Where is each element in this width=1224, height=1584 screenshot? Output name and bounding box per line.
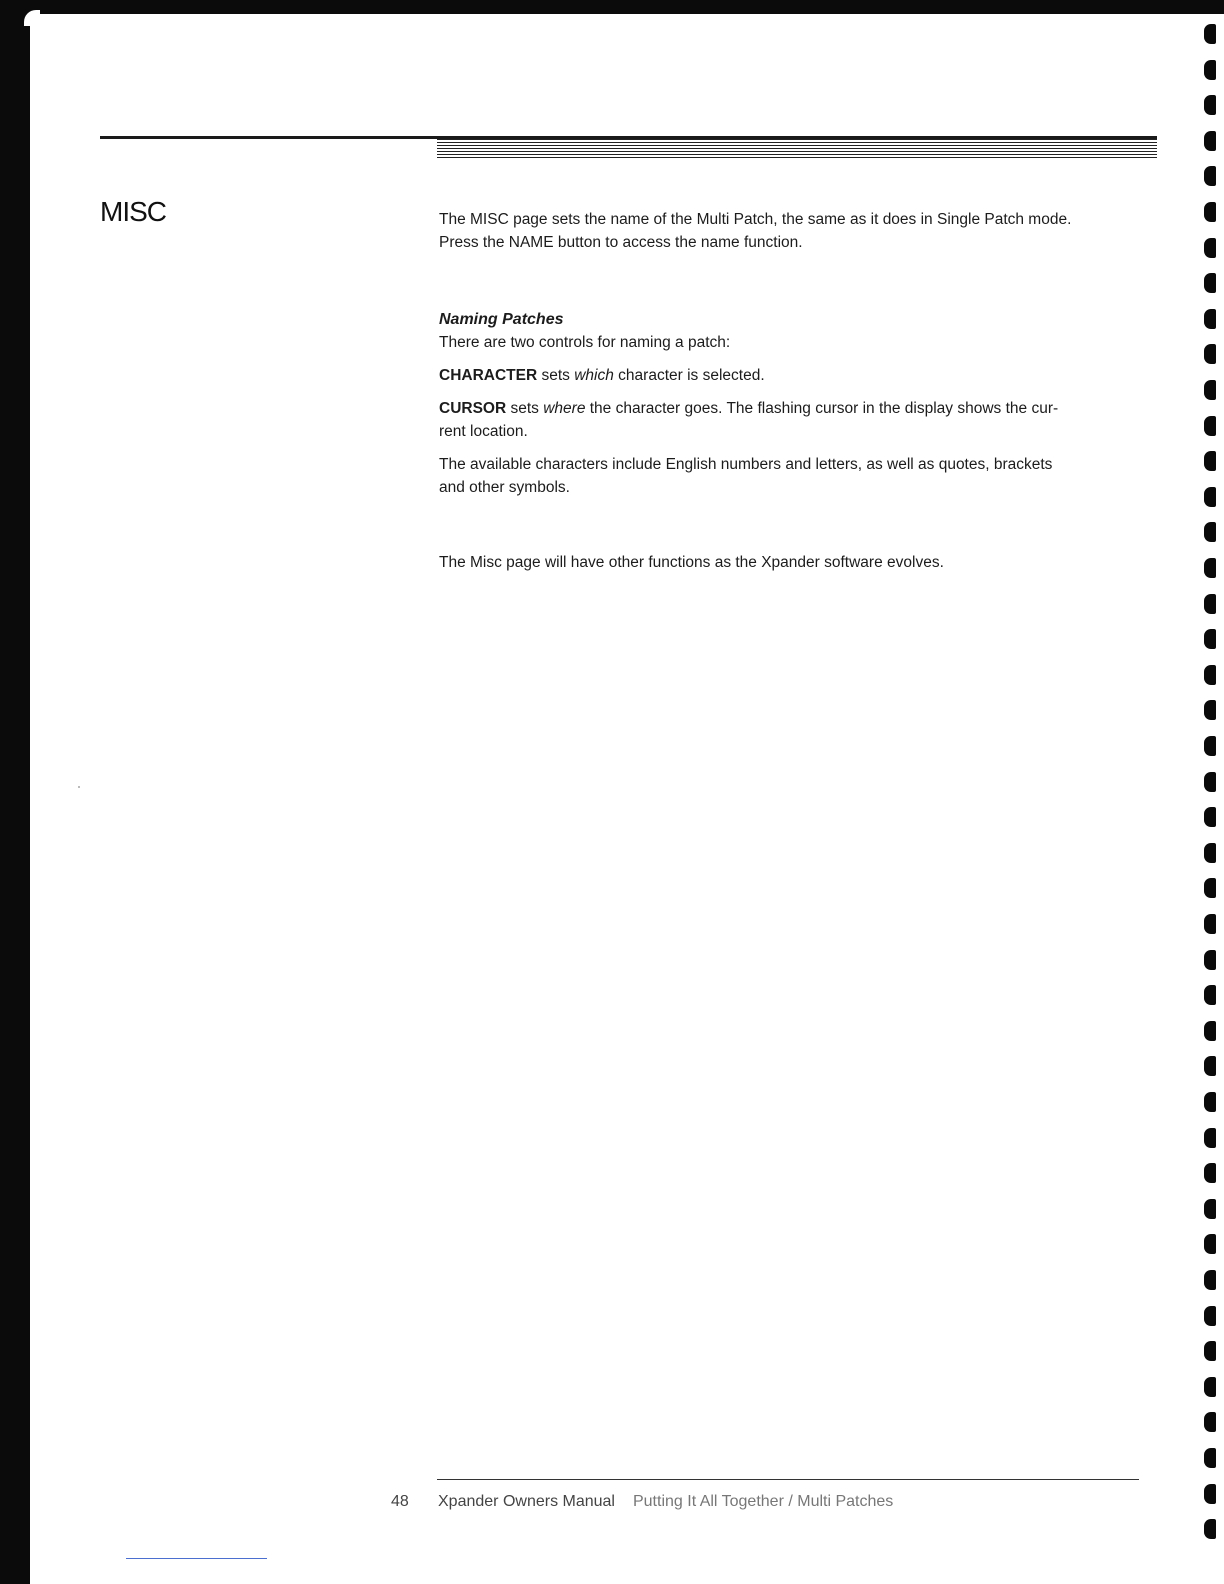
binding-hole	[1204, 522, 1216, 542]
binding-hole	[1204, 1519, 1216, 1539]
binding-hole	[1204, 772, 1216, 792]
binding-hole	[1204, 878, 1216, 898]
header-stripes	[437, 139, 1157, 160]
binding-hole	[1204, 1412, 1216, 1432]
body-column	[439, 208, 1153, 574]
binding-hole	[1204, 1270, 1216, 1290]
binding-hole	[1204, 344, 1216, 364]
binding-hole	[1204, 60, 1216, 80]
binding-hole	[1204, 1448, 1216, 1468]
binding-hole	[1204, 700, 1216, 720]
cursor-pre: sets	[506, 400, 544, 417]
intro-paragraph	[439, 208, 1153, 254]
page-number: 48	[391, 1493, 409, 1510]
naming-intro: There are two controls for naming a patch:	[439, 334, 731, 351]
binding-hole	[1204, 1341, 1216, 1361]
naming-patches-heading: Naming Patches	[439, 311, 564, 328]
binding-hole	[1204, 558, 1216, 578]
cursor-post-line-2: rent location.	[439, 423, 528, 440]
binding-hole	[1204, 1484, 1216, 1504]
section-title: MISC	[100, 196, 166, 227]
available-line-2: and other symbols.	[439, 479, 570, 496]
cursor-term: CURSOR	[439, 400, 507, 417]
binding-hole	[1204, 665, 1216, 685]
intro-line-2: Press the NAME button to access the name function.	[439, 234, 803, 251]
binding-hole	[1204, 309, 1216, 329]
binding-hole	[1204, 985, 1216, 1005]
binding-hole	[1204, 807, 1216, 827]
cursor-paragraph	[439, 397, 1153, 443]
binding-hole	[1204, 202, 1216, 222]
binding-holes	[1194, 0, 1224, 1584]
available-line-1: The available characters include English numbers and letters, as well as quotes, brackets	[439, 456, 1053, 473]
binding-hole	[1204, 238, 1216, 258]
binding-hole	[1204, 1021, 1216, 1041]
binding-hole	[1204, 273, 1216, 293]
cursor-emphasis: where	[543, 400, 586, 417]
character-emphasis: which	[574, 367, 614, 384]
binding-hole	[1204, 416, 1216, 436]
binding-hole	[1204, 487, 1216, 507]
binding-hole	[1204, 380, 1216, 400]
bottom-underline	[126, 1558, 267, 1559]
binding-hole	[1204, 95, 1216, 115]
scan-border-top	[0, 0, 1224, 14]
scan-border-left	[0, 0, 30, 1584]
character-pre: sets	[537, 367, 575, 384]
chapter-title: Putting It All Together / Multi Patches	[632, 1493, 894, 1510]
binding-hole	[1204, 1128, 1216, 1148]
manual-title: Xpander Owners Manual	[438, 1493, 615, 1510]
binding-hole	[1204, 166, 1216, 186]
character-paragraph	[439, 364, 1153, 387]
binding-hole	[1204, 914, 1216, 934]
binding-hole	[1204, 24, 1216, 44]
binding-hole	[1204, 1163, 1216, 1183]
binding-hole	[1204, 1306, 1216, 1326]
binding-hole	[1204, 736, 1216, 756]
binding-hole	[1204, 1056, 1216, 1076]
scan-speck	[78, 786, 80, 788]
binding-hole	[1204, 594, 1216, 614]
binding-hole	[1204, 131, 1216, 151]
binding-hole	[1204, 1092, 1216, 1112]
binding-hole	[1204, 629, 1216, 649]
binding-hole	[1204, 451, 1216, 471]
binding-hole	[1204, 950, 1216, 970]
binding-hole	[1204, 1199, 1216, 1219]
binding-hole	[1204, 843, 1216, 863]
intro-line-1: The MISC page sets the name of the Multi Patch, the same as it does in Single Patch mode.	[439, 211, 1072, 228]
closing-paragraph: The Misc page will have other functions as the Xpander software evolves.	[439, 554, 944, 571]
cursor-post-line-1: the character goes. The flashing cursor in the display shows the cur-	[585, 400, 1059, 417]
available-paragraph	[439, 453, 1153, 499]
character-term: CHARACTER	[439, 367, 538, 384]
binding-hole	[1204, 1377, 1216, 1397]
page-footer	[391, 1493, 893, 1511]
binding-hole	[1204, 1234, 1216, 1254]
footer-rule	[437, 1479, 1139, 1480]
character-post: character is selected.	[613, 367, 765, 384]
